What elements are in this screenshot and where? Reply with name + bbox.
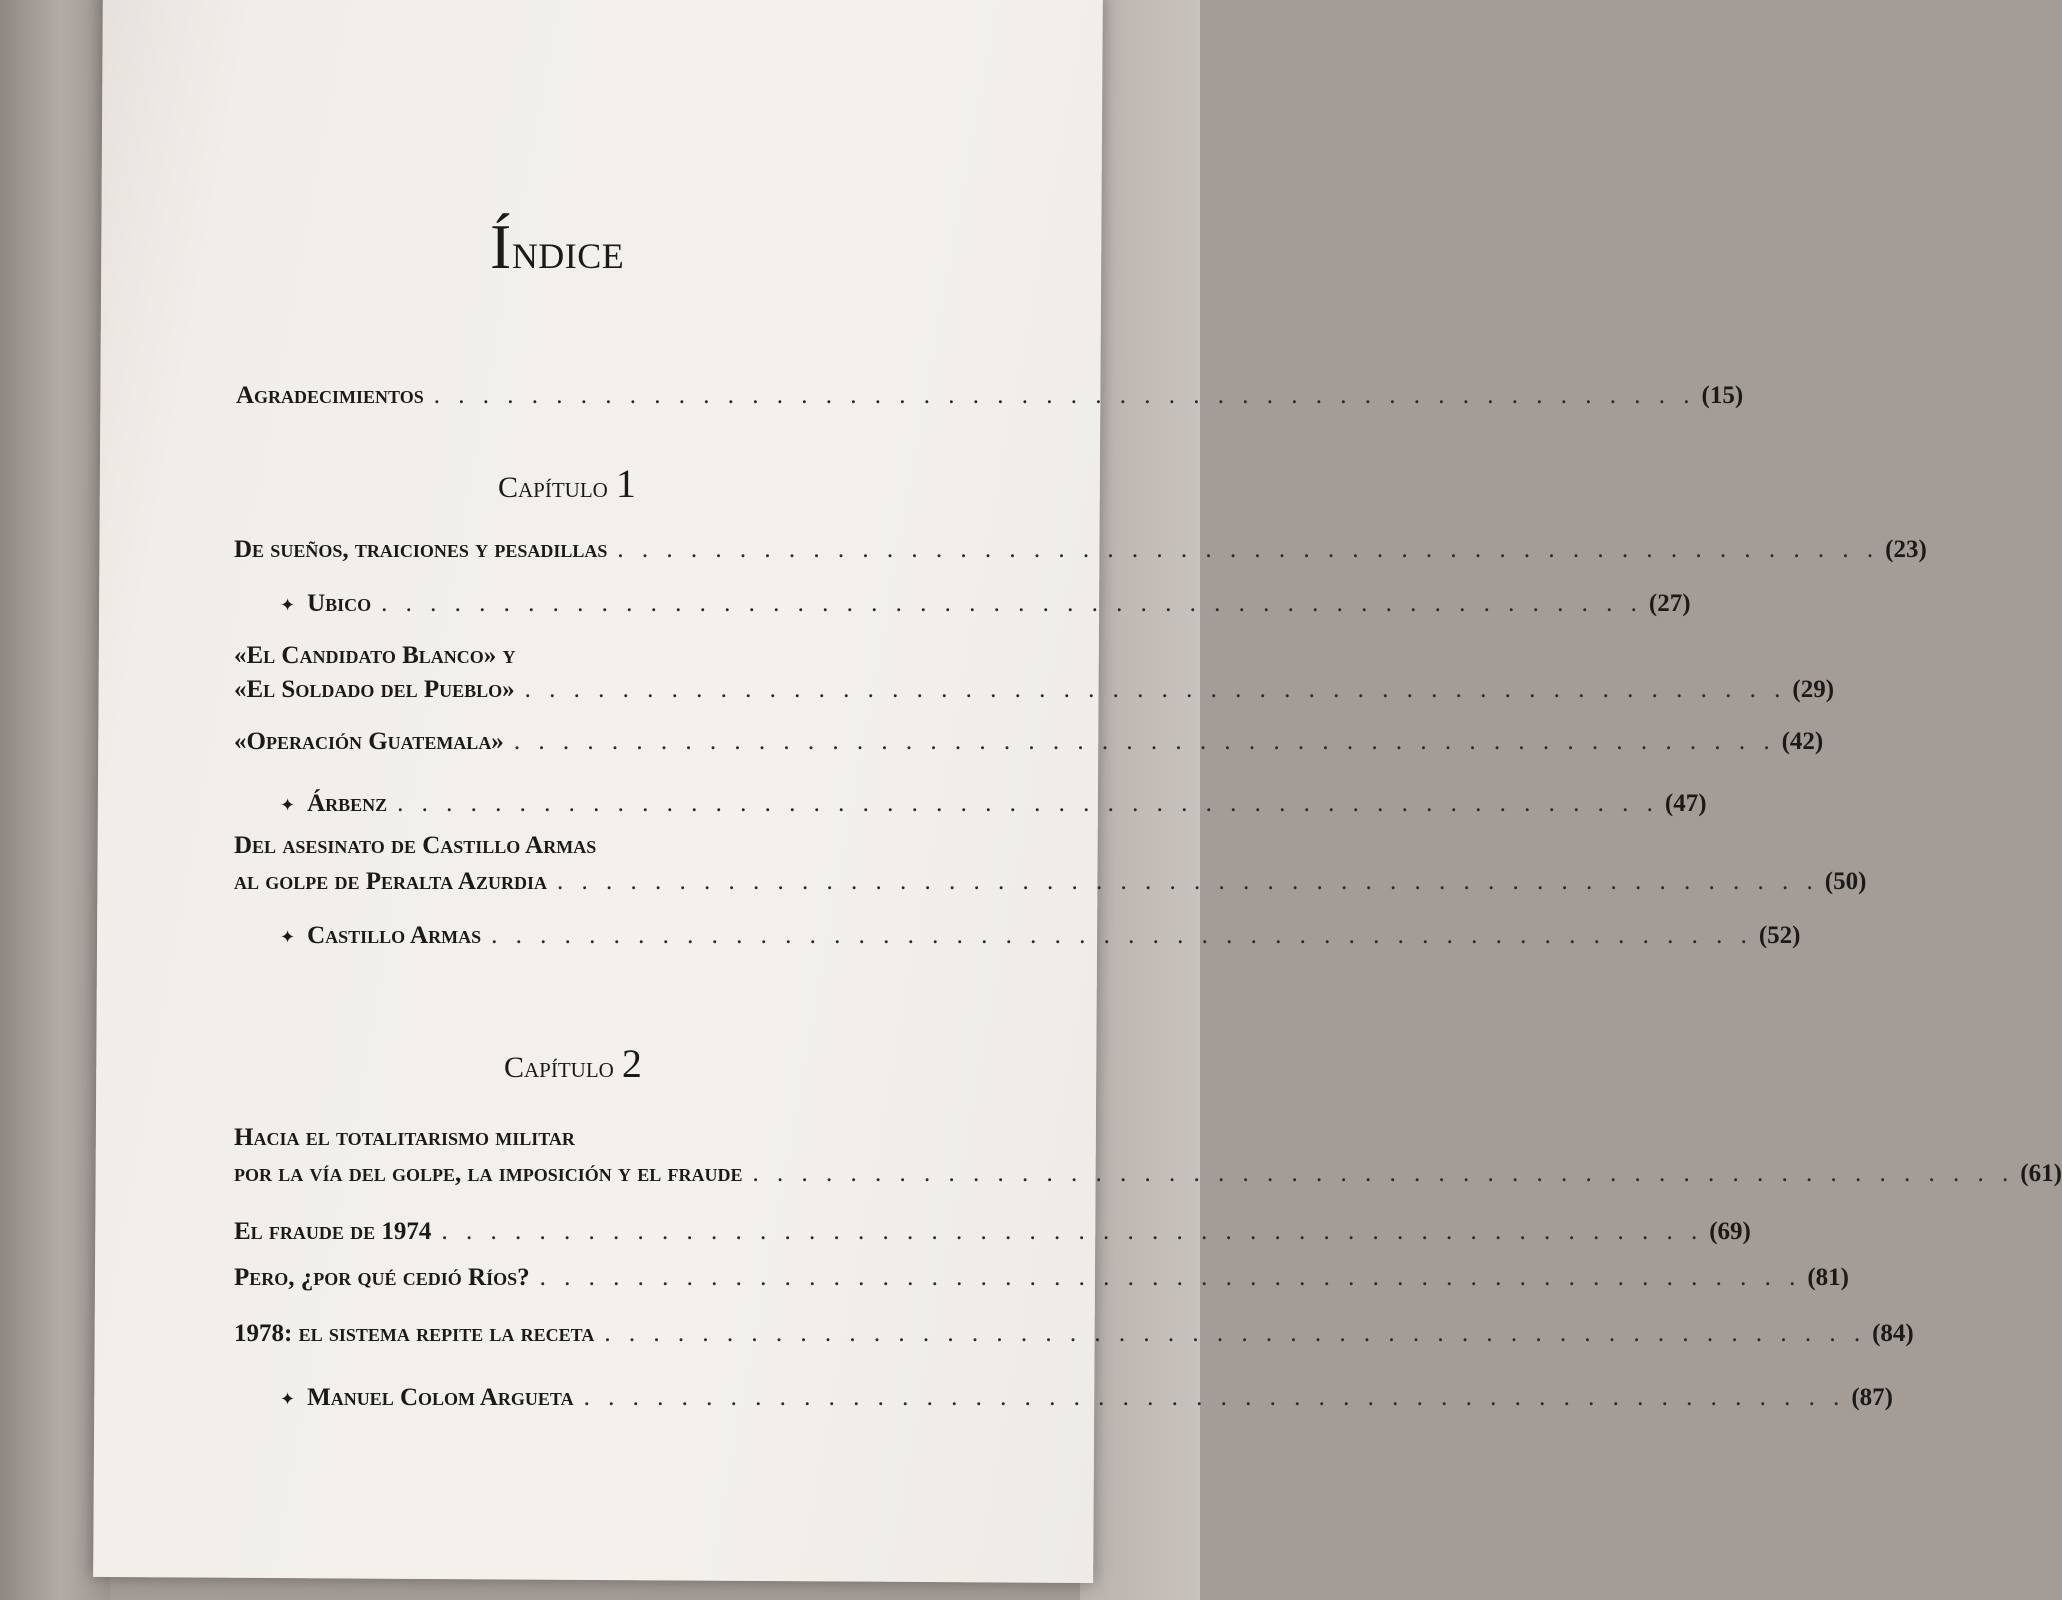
toc-page-number: (84) (1872, 1320, 1914, 1347)
toc-entry-label: 1978: el sistema repite la receta (234, 1320, 595, 1347)
chapter-number: 1 (615, 461, 636, 506)
toc-entry-label: Agradecimientos (236, 382, 424, 409)
toc-subentry (280, 922, 1801, 962)
toc-page-number: (61) (2020, 1160, 2062, 1187)
chapter-label: Capítulo (498, 471, 608, 504)
bullet-icon: ✦ (280, 795, 296, 815)
chapter-label: Capítulo (504, 1051, 614, 1084)
bullet-icon: ✦ (280, 1389, 296, 1409)
toc-entry-label: El fraude de 1974 (234, 1218, 432, 1245)
toc-entry-label: Árbenz (307, 790, 388, 817)
toc-entry-label-line1: Del asesinato de Castillo Armas (234, 832, 597, 859)
toc-entry-label: «El Soldado del Pueblo» (234, 676, 515, 703)
leader-dots: . . . . . . . . . . . . . . . . . . . . . . . . . . . . . . . . . . . . . . . . . . . . . . . . . . . . (752, 1160, 2015, 1187)
toc-page-number: (47) (1664, 790, 1707, 817)
toc-entry (234, 1320, 1914, 1360)
toc-entry-label: Pero, ¿por qué cedió Ríos? (234, 1264, 530, 1291)
toc-entry-label: al golpe de Peralta Azurdia (234, 868, 547, 895)
toc-subentry (280, 1384, 1894, 1424)
leader-dots: . . . . . . . . . . . . . . . . . . . . . . . . . . . . . . . . . . . . . . . . . . . . . . . . . . . . (513, 728, 1776, 755)
toc-page-number: (27) (1648, 590, 1691, 617)
leader-dots: . . . . . . . . . . . . . . . . . . . . . . . . . . . . . . . . . . . . . . . . . . . . . . . . . . . . (381, 590, 1643, 617)
leader-dots: . . . . . . . . . . . . . . . . . . . . . . . . . . . . . . . . . . . . . . . . . . . . . . . . . . . . (557, 868, 1819, 895)
leader-dots: . . . . . . . . . . . . . . . . . . . . . . . . . . . . . . . . . . . . . . . . . . . . . . . . . . . . (433, 382, 1696, 409)
bullet-icon: ✦ (280, 595, 296, 615)
leader-dots: . . . . . . . . . . . . . . . . . . . . . . . . . . . . . . . . . . . . . . . . . . . . . . . . . . . . (583, 1384, 1846, 1411)
leader-dots: . . . . . . . . . . . . . . . . . . . . . . . . . . . . . . . . . . . . . . . . . . . . . . . . . . . . (539, 1264, 1802, 1291)
toc-entry (234, 1218, 1751, 1258)
toc-entry-label: «Operación Guatemala» (234, 728, 504, 755)
toc-subentry (280, 590, 1691, 630)
leader-dots: . . . . . . . . . . . . . . . . . . . . . . . . . . . . . . . . . . . . . . . . . . . . . . . . . . . . (397, 790, 1659, 817)
toc-page-number: (23) (1885, 536, 1927, 563)
toc-entry-label-line1: Hacia el totalitarismo militar (234, 1124, 575, 1151)
chapter-number: 2 (621, 1041, 642, 1086)
toc-entry (234, 676, 1835, 716)
toc-page-number: (50) (1824, 868, 1867, 895)
leader-dots: . . . . . . . . . . . . . . . . . . . . . . . . . . . . . . . . . . . . . . . . . . . . . . . . . . . . (441, 1218, 1704, 1245)
toc-entry (234, 868, 1867, 908)
toc-entry-agradecimientos (236, 382, 1744, 422)
chapter-1-heading (498, 460, 636, 507)
toc-entry-label: Castillo Armas (307, 922, 482, 949)
leader-dots: . . . . . . . . . . . . . . . . . . . . . . . . . . . . . . . . . . . . . . . . . . . . . . . . . . . . (491, 922, 1753, 949)
toc-page-number: (87) (1851, 1384, 1894, 1411)
toc-entry (234, 1160, 2062, 1200)
chapter-2-heading (504, 1040, 642, 1087)
toc-page-number: (15) (1701, 382, 1744, 409)
toc-entry-label-line1: «El Candidato Blanco» y (234, 642, 516, 669)
leader-dots: . . . . . . . . . . . . . . . . . . . . . . . . . . . . . . . . . . . . . . . . . . . . . . . . . . . . (617, 536, 1880, 563)
toc-entry-label: Ubico (307, 590, 372, 617)
toc-entry (234, 1264, 1850, 1304)
leader-dots: . . . . . . . . . . . . . . . . . . . . . . . . . . . . . . . . . . . . . . . . . . . . . . . . . . . . (524, 676, 1787, 703)
toc-entry-label: De sueños, traiciones y pesadillas (234, 536, 608, 563)
page-title: Índice (490, 211, 625, 282)
toc-entry-label: por la vía del golpe, la imposición y el fraude (234, 1160, 743, 1187)
toc-page-number: (29) (1792, 676, 1835, 703)
toc-page-number: (81) (1807, 1264, 1850, 1291)
toc-entry-label: Manuel Colom Argueta (307, 1384, 574, 1411)
toc-entry (234, 728, 1824, 768)
toc-entry (234, 536, 1927, 576)
leader-dots: . . . . . . . . . . . . . . . . . . . . . . . . . . . . . . . . . . . . . . . . . . . . . . . . . . . . (604, 1320, 1867, 1347)
toc-page-number: (69) (1709, 1218, 1751, 1245)
toc-subentry (280, 790, 1707, 830)
bullet-icon: ✦ (280, 927, 296, 947)
toc-page-number: (42) (1781, 728, 1824, 755)
toc-page-number: (52) (1758, 922, 1801, 949)
